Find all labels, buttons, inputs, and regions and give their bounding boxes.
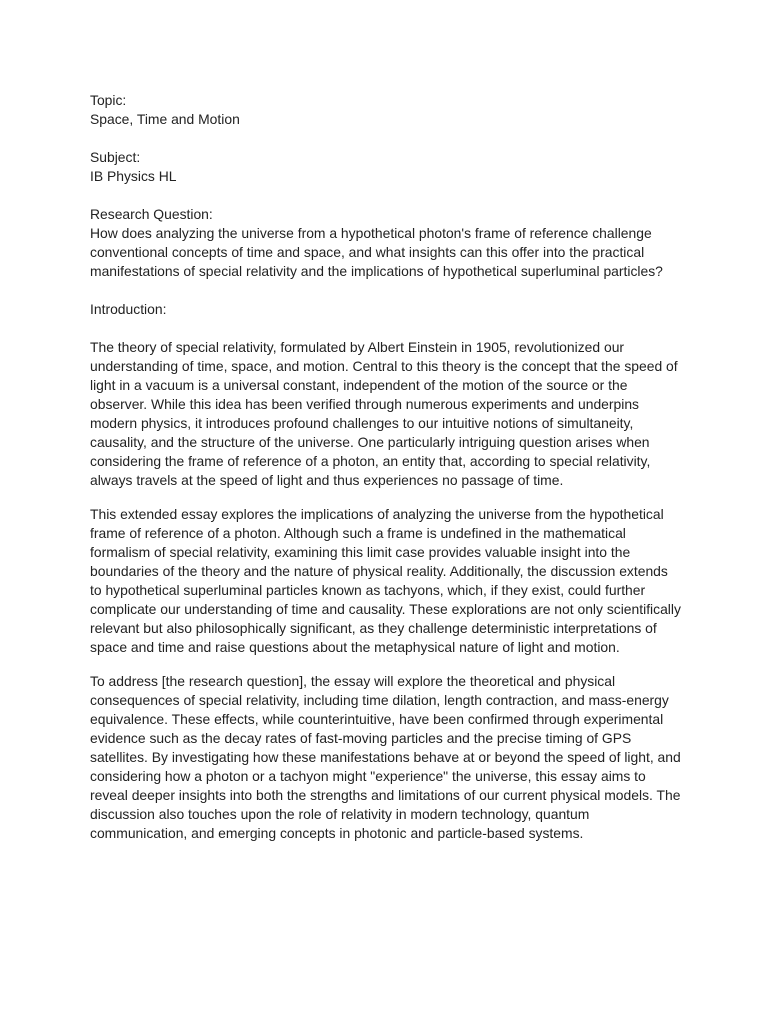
introduction-paragraph-3: To address [the research question], the essay will explore the theoretical and physical consequences of special relativity, including time dilation, length contraction, and mass-energy equivalence. These effects, while counterintuitive, have been confirmed through experimental evidence such as the decay rates of fast-moving particles and the precise timing of GPS satellites. By investigating how these manifestations behave at or beyond the speed of light, and considering how a photon or a tachyon might "experience" the universe, this essay aims to reveal deeper insights into both the strengths and limitations of our current physical models. The discussion also touches upon the role of relativity in modern technology, quantum communication, and emerging concepts in photonic and particle-based systems. [90, 673, 681, 841]
document-page [90, 91, 682, 858]
introduction-paragraph-2: This extended essay explores the implications of analyzing the universe from the hypothetical frame of reference of a photon. Although such a frame is undefined in the mathematical formalism of special relativity, examining this limit case provides valuable insight into the boundaries of the theory and the nature of physical reality. Additionally, the discussion extends to hypothetical superluminal particles known as tachyons, which, if they exist, could further complicate our understanding of time and causality. These explorations are not only scientifically relevant but also philosophically significant, as they challenge deterministic interpretations of space and time and raise questions about the metaphysical nature of light and motion. [90, 506, 681, 655]
research-question-block [90, 205, 682, 281]
topic-value: Space, Time and Motion [90, 111, 240, 127]
subject-block [90, 148, 682, 186]
introduction-paragraph-1: The theory of special relativity, formulated by Albert Einstein in 1905, revolutionized our understanding of time, space, and motion. Central to this theory is the concept that the speed of light in a vacuum is a universal constant, independent of the motion of the source or the observer. While this idea has been verified through numerous experiments and underpins modern physics, it introduces profound challenges to our intuitive notions of simultaneity, causality, and the structure of the universe. One particularly intriguing question arises when considering the frame of reference of a photon, an entity that, according to special relativity, always travels at the speed of light and thus experiences no passage of time. [90, 339, 678, 488]
topic-label: Topic: [90, 92, 127, 108]
subject-label: Subject: [90, 149, 141, 165]
topic-block [90, 91, 682, 129]
research-question-text: How does analyzing the universe from a hypothetical photon's frame of reference challenge conventional concepts of time and space, and what insights can this offer into the practical manifestations of special relativity and the implications of hypothetical superluminal particles? [90, 225, 663, 279]
subject-value: IB Physics HL [90, 168, 177, 184]
research-question-label: Research Question: [90, 206, 213, 222]
introduction-heading: Introduction: [90, 301, 167, 317]
